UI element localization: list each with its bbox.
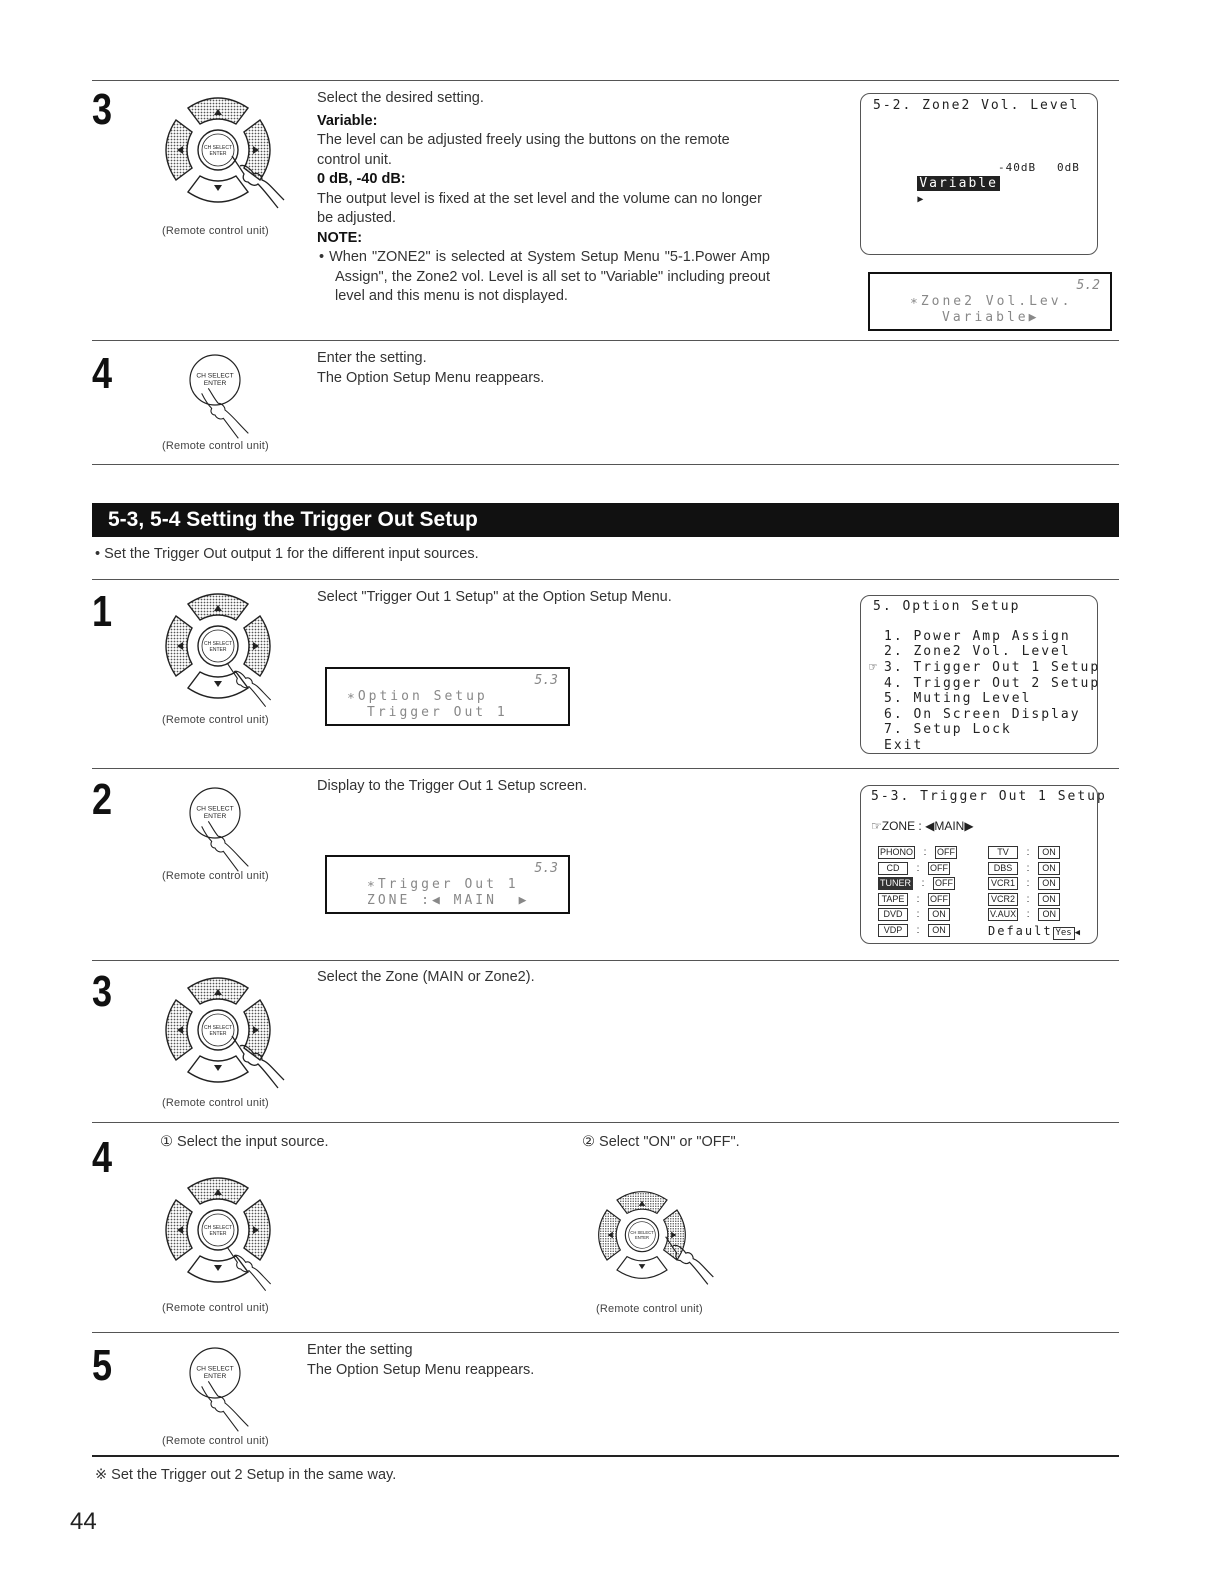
instruction-text: The Option Setup Menu reappears. [317,369,545,386]
menu-item: 6. On Screen Display [884,707,1081,722]
trigger-value: ON [928,908,950,921]
source-label: VCR1 [988,877,1018,890]
divider [92,579,1119,580]
remote-cross-icon [158,1170,288,1300]
source-label: PHONO [880,847,914,857]
remote-cross-icon [158,970,288,1100]
option-description: The output level is fixed at the set level and the volume can no longer be adjusted. [317,190,762,226]
separator: : [1026,893,1030,905]
remote-caption: (Remote control unit) [162,1302,269,1314]
source-row [878,877,955,890]
lcd-display [868,272,1112,331]
step-number: 3 [92,967,113,1016]
step-instructions [317,89,770,307]
separator: : [1026,909,1030,921]
source-label: DVD [878,908,908,921]
source-row [988,893,1060,906]
osd-title: 5-3. Trigger Out 1 Setup [871,789,1107,804]
trigger-value: ON [1038,846,1060,859]
osd-zone-selector: ☞ZONE : ◀MAIN▶ [871,819,974,833]
step-instructions [307,1341,534,1380]
instruction-text: The Option Setup Menu reappears. [307,1361,535,1378]
divider [92,768,1119,769]
remote-caption: (Remote control unit) [162,440,269,452]
trigger-value: ON [1038,893,1060,906]
separator: : [916,893,920,905]
source-row [988,846,1060,859]
source-row [878,846,957,859]
lcd-menu-number: 5.3 [534,861,558,876]
instruction-text: Select the input source. [177,1134,329,1150]
enter-button-icon [165,1338,265,1438]
instruction-text: Select "ON" or "OFF". [599,1134,740,1150]
separator: : [923,847,927,858]
remote-cross-icon [592,1185,722,1315]
arrow-left-icon: ◀ [1074,928,1082,938]
menu-item: 2. Zone2 Vol. Level [884,644,1071,659]
source-row [878,908,950,921]
trigger-value: ON [1038,908,1060,921]
osd-option: -40dB [998,161,1037,174]
circled-one-icon: ① [160,1134,173,1150]
trigger-value: ON [1038,877,1060,890]
separator: : [916,909,920,921]
lcd-display [325,667,570,726]
circled-two-icon: ② [582,1134,595,1150]
note-heading: NOTE: [317,229,363,246]
osd-title: 5-2. Zone2 Vol. Level [873,98,1080,113]
remote-caption: (Remote control unit) [162,870,269,882]
trigger-value: OFF [930,862,948,873]
menu-item: Exit [884,738,924,753]
source-label: TV [988,846,1018,859]
step-number: 1 [92,587,113,636]
source-row [878,893,950,906]
lcd-display [325,855,570,914]
step-instructions [317,349,770,388]
divider [92,1122,1119,1123]
separator: : [1026,862,1030,874]
separator: : [916,862,920,874]
instruction-text: Select the Zone (MAIN or Zone2). [317,969,535,985]
trigger-value: ON [928,924,950,937]
step-number: 3 [92,85,113,134]
remote-caption: (Remote control unit) [162,225,269,237]
remote-cross-icon [158,90,288,220]
lcd-line: ∗Option Setup [347,689,488,704]
osd-option-setup-menu [860,595,1101,754]
default-value: Yes [1053,927,1075,940]
section-intro: • Set the Trigger Out output 1 for the different input sources. [95,546,479,562]
instruction-text: Enter the setting [307,1342,413,1358]
pointer-hand-icon: ☞ [869,660,879,675]
source-row [988,877,1060,890]
substep-b [582,1133,740,1153]
source-row [988,862,1060,875]
page-number: 44 [70,1508,97,1535]
default-row [988,924,1082,940]
remote-cross-icon [158,586,288,716]
option-heading: 0 dB, -40 dB: [317,171,406,187]
lcd-menu-number: 5.2 [1076,278,1100,293]
source-row [878,924,950,937]
separator: : [1026,847,1030,858]
source-row [878,862,950,875]
divider [92,80,1119,81]
source-label: VDP [878,924,908,937]
osd-zone2-vol-level [860,93,1098,255]
menu-item: 5. Muting Level [884,691,1032,706]
source-label: DBS [988,862,1018,875]
menu-item: 4. Trigger Out 2 Setup [884,676,1101,691]
option-heading: Variable: [317,112,378,129]
menu-item: 7. Setup Lock [884,722,1012,737]
source-label: TAPE [878,893,908,906]
section-banner [92,503,1119,537]
separator: : [1026,878,1030,890]
option-description: The level can be adjusted freely using the buttons on the remote control unit. [317,132,730,168]
trigger-value: OFF [935,878,953,889]
separator: : [916,925,920,936]
lcd-line: ZONE :◀ MAIN ▶ [367,893,530,908]
source-row [988,908,1060,921]
divider [92,340,1119,341]
lcd-line: ∗Zone2 Vol.Lev. [910,294,1073,309]
instruction-text: Display to the Trigger Out 1 Setup screen. [317,778,587,794]
source-label: VCR2 [988,893,1018,906]
enter-button-icon [165,778,265,878]
lcd-line: Trigger Out 1 [367,705,508,720]
lcd-line: Variable▶ [942,310,1040,325]
enter-button-icon [165,345,265,445]
divider [92,960,1119,961]
note-text: • When "ZONE2" is selected at System Setup Menu "5-1.Power Amp Assign", the Zone2 vol. Level is all set to "Variable" including preout level and this menu is not displayed. [319,249,770,304]
divider [92,464,1119,465]
trigger-value: ON [1038,862,1060,875]
remote-caption: (Remote control unit) [596,1303,703,1315]
instruction-text: Select "Trigger Out 1 Setup" at the Option Setup Menu. [317,589,672,605]
substep-a [160,1133,329,1153]
separator: : [921,878,925,890]
osd-trigger-out-setup [860,785,1107,944]
remote-caption: (Remote control unit) [162,1435,269,1447]
trigger-value: OFF [937,847,956,857]
remote-caption: (Remote control unit) [162,1097,269,1109]
osd-selected-option: Variable [919,176,998,191]
step-number: 4 [92,349,113,398]
menu-item: 1. Power Amp Assign [884,629,1071,644]
section-title: 5-3, 5-4 Setting the Trigger Out Setup [108,508,478,531]
instruction-text: Select the desired setting. [317,90,484,106]
divider [92,1455,1119,1457]
divider [92,1332,1119,1333]
source-label: CD [878,862,908,875]
default-label: Default [988,924,1053,938]
source-label: V.AUX [990,909,1017,920]
menu-item: 3. Trigger Out 1 Setup [884,660,1101,675]
lcd-menu-number: 5.3 [534,673,558,688]
lcd-line: ∗Trigger Out 1 [367,877,519,892]
step-number: 2 [92,775,113,824]
instruction-text: Enter the setting. [317,350,427,366]
footnote: ※ Set the Trigger out 2 Setup in the same way. [95,1467,397,1483]
trigger-value: OFF [930,893,948,904]
osd-title: 5. Option Setup [873,599,1021,614]
source-label: TUNER [880,878,911,889]
arrow-right-icon: ▶ [917,194,926,205]
step-number: 4 [92,1133,113,1182]
step-number: 5 [92,1341,113,1390]
osd-option: 0dB [1057,161,1080,174]
remote-caption: (Remote control unit) [162,714,269,726]
